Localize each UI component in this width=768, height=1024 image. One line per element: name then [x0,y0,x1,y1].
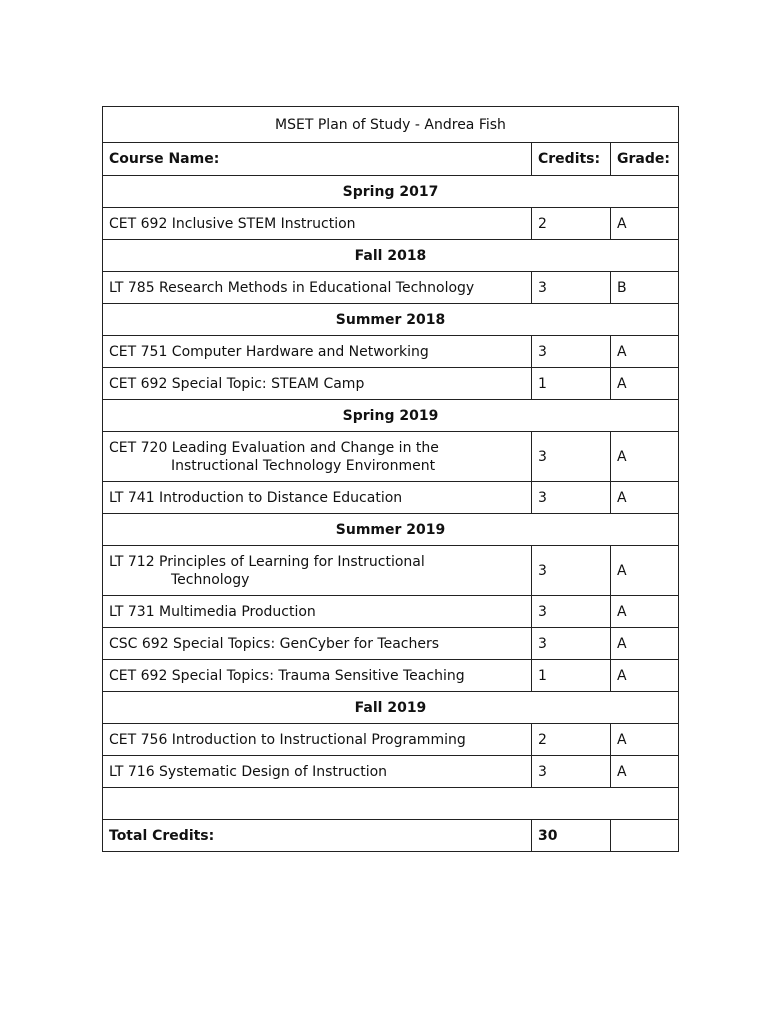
plan-of-study-table [102,106,679,852]
course-grade: A [611,756,679,788]
course-grade: A [611,628,679,660]
term-row [103,400,679,432]
course-row [103,660,679,692]
course-row [103,596,679,628]
course-name [103,546,532,596]
total-row [103,820,679,852]
course-name: LT 716 Systematic Design of Instruction [103,756,532,788]
grade-header: Grade: [611,143,679,176]
total-credits-label: Total Credits: [103,820,532,852]
term-row [103,514,679,546]
course-credits: 3 [532,482,611,514]
course-grade: B [611,272,679,304]
total-credits-value: 30 [532,820,611,852]
course-credits: 3 [532,756,611,788]
credits-header: Credits: [532,143,611,176]
course-name: CET 756 Introduction to Instructional Programming [103,724,532,756]
course-credits: 3 [532,628,611,660]
course-name: LT 731 Multimedia Production [103,596,532,628]
term-row [103,240,679,272]
course-row [103,756,679,788]
course-credits: 3 [532,336,611,368]
course-credits: 1 [532,660,611,692]
course-grade: A [611,660,679,692]
course-row [103,208,679,240]
course-grade: A [611,724,679,756]
term-row [103,176,679,208]
course-credits: 3 [532,272,611,304]
course-grade: A [611,336,679,368]
course-row [103,272,679,304]
course-name-line-2: Technology [171,571,250,588]
course-grade: A [611,368,679,400]
course-credits: 3 [532,596,611,628]
course-name-line-2: Instructional Technology Environment [171,457,436,474]
term-label: Summer 2019 [103,514,679,546]
course-row [103,368,679,400]
course-credits: 3 [532,546,611,596]
title-row [103,107,679,143]
course-name-line-1: LT 712 Principles of Learning for Instructional [109,553,425,570]
term-row [103,304,679,336]
term-label: Spring 2017 [103,176,679,208]
course-name: CET 692 Special Topics: Trauma Sensitive Teaching [103,660,532,692]
course-row [103,724,679,756]
total-grade-cell [611,820,679,852]
course-row [103,546,679,596]
course-grade: A [611,596,679,628]
course-row [103,482,679,514]
blank-row [103,788,679,820]
course-name: CET 692 Inclusive STEM Instruction [103,208,532,240]
course-grade: A [611,208,679,240]
course-credits: 1 [532,368,611,400]
header-row [103,143,679,176]
course-grade: A [611,432,679,482]
document-title: MSET Plan of Study - Andrea Fish [103,107,679,143]
course-name: CET 751 Computer Hardware and Networking [103,336,532,368]
term-label: Summer 2018 [103,304,679,336]
blank-cell [103,788,679,820]
course-credits: 2 [532,724,611,756]
course-name: CET 692 Special Topic: STEAM Camp [103,368,532,400]
course-name: LT 741 Introduction to Distance Education [103,482,532,514]
course-credits: 3 [532,432,611,482]
course-name: CSC 692 Special Topics: GenCyber for Teachers [103,628,532,660]
course-credits: 2 [532,208,611,240]
term-label: Fall 2018 [103,240,679,272]
course-name-line-1: CET 720 Leading Evaluation and Change in the [109,439,439,456]
term-label: Spring 2019 [103,400,679,432]
course-row [103,628,679,660]
course-name-header: Course Name: [103,143,532,176]
course-grade: A [611,482,679,514]
course-name: LT 785 Research Methods in Educational Technology [103,272,532,304]
course-grade: A [611,546,679,596]
course-name [103,432,532,482]
term-label: Fall 2019 [103,692,679,724]
course-row [103,336,679,368]
term-row [103,692,679,724]
course-row [103,432,679,482]
